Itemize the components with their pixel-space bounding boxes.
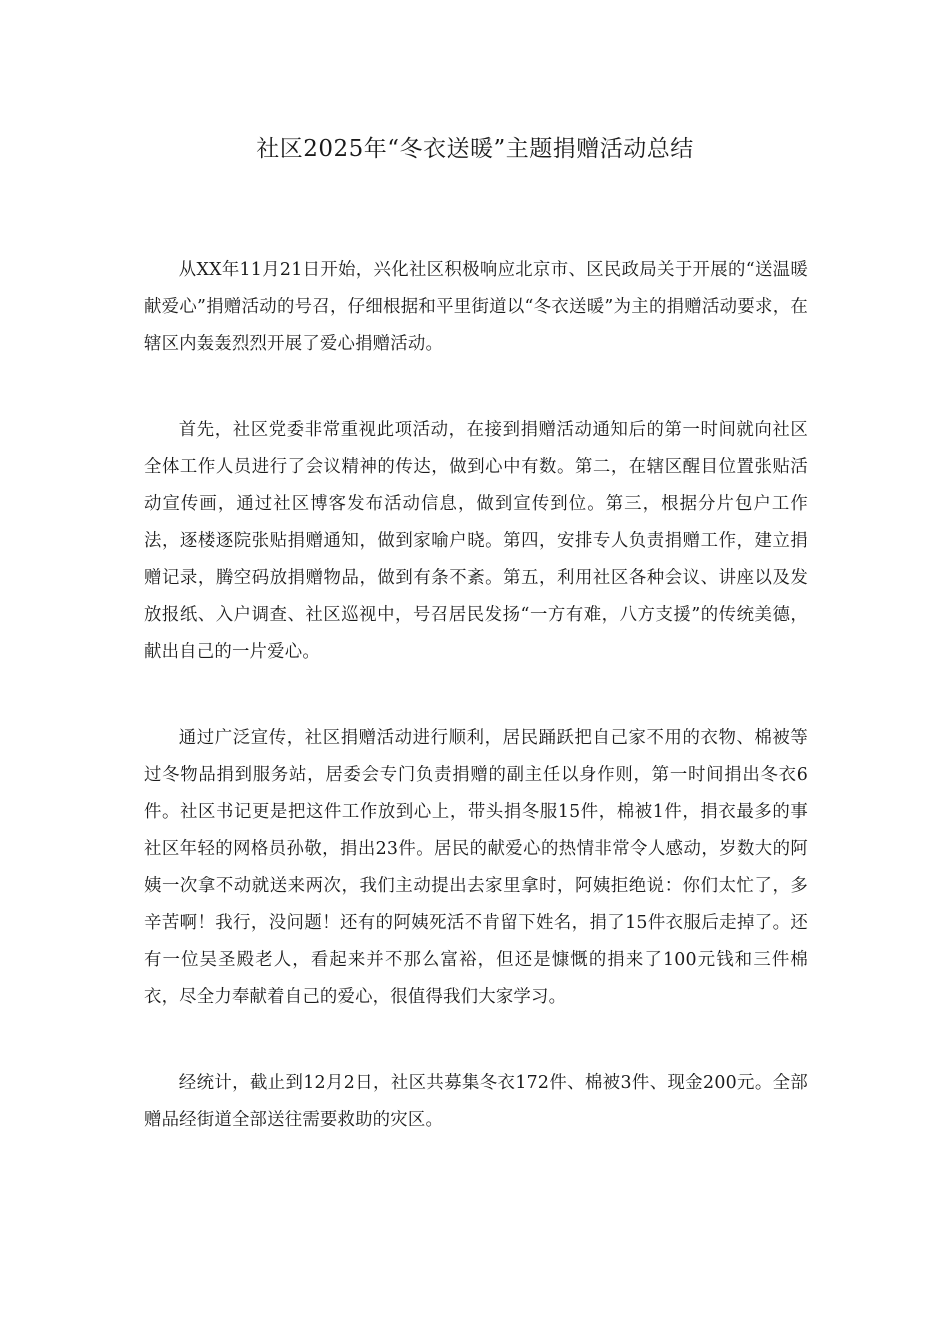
paragraph-statistics: 经统计，截止到12月2日，社区共募集冬衣172件、棉被3件、现金200元。全部赠品经街道全部送往需要救助的灾区。 [144, 1073, 808, 1130]
paragraph-measures: 首先，社区党委非常重视此项活动，在接到捐赠活动通知后的第一时间就向社区全体工作人员进行了会议精神的传达，做到心中有数。第二，在辖区醒目位置张贴活动宣传画，通过社区博客发布活动信息，做到宣传到位。第三，根据分片包户工作法，逐楼逐院张贴捐赠通知，做到家喻户晓。第四，安排专人负责捐赠工作，建立捐赠记录，腾空码放捐赠物品，做到有条不紊。第五，利用社区各种会议、讲座以及发放报纸、入户调查、社区巡视中，号召居民发扬“一方有难，八方支援”的传统美德，献出自己的一片爱心。 [144, 420, 808, 662]
paragraph-donations: 通过广泛宣传，社区捐赠活动进行顺利，居民踊跃把自己家不用的衣物、棉被等过冬物品捐到服务站，居委会专门负责捐赠的副主任以身作则，第一时间捐出冬衣6件。社区书记更是把这件工作放到心上，带头捐冬服15件，棉被1件，捐衣最多的事社区年轻的网格员孙敬，捐出23件。居民的献爱心的热情非常令人感动，岁数大的阿姨一次拿不动就送来两次，我们主动提出去家里拿时，阿姨拒绝说：你们太忙了，多辛苦啊！我行，没问题！还有的阿姨死活不肯留下姓名，捐了15件衣服后走掉了。还有一位吴圣殿老人，看起来并不那么富裕，但还是慷慨的捐来了100元钱和三件棉衣，尽全力奉献着自己的爱心，很值得我们大家学习。 [144, 728, 808, 1007]
document-body [144, 252, 808, 1188]
document-title: 社区2025年“冬衣送暖”主题捐赠活动总结 [256, 136, 694, 162]
paragraph-intro: 从XX年11月21日开始，兴化社区积极响应北京市、区民政局关于开展的“送温暖 献爱心”捐赠活动的号召，仔细根据和平里街道以“冬衣送暖”为主的捐赠活动要求，在辖区内轰轰烈烈开展了爱心捐赠活动。 [144, 260, 808, 354]
